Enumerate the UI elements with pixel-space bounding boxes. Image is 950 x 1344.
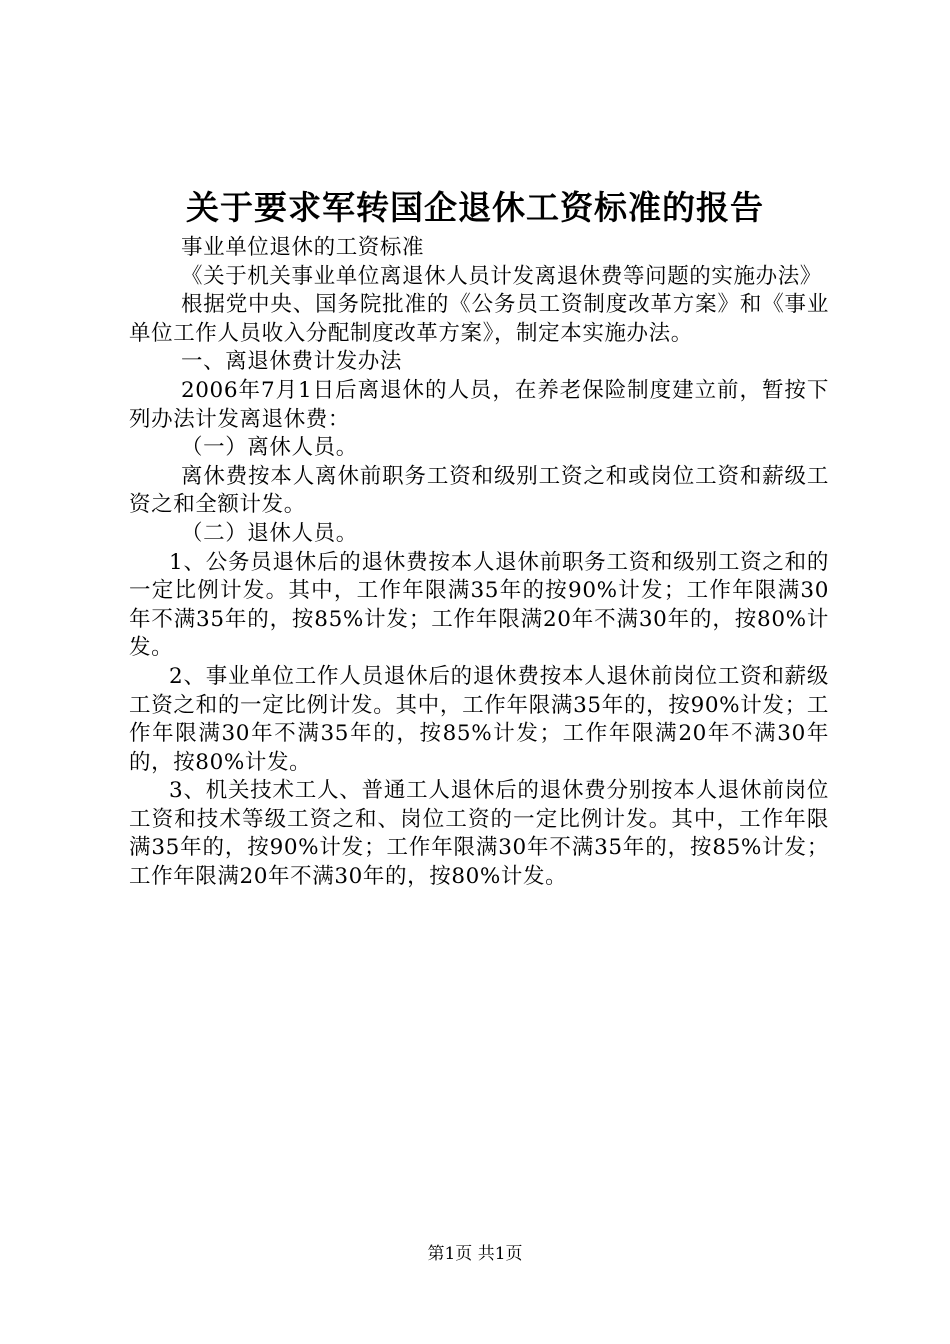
document-title: 关于要求军转国企退休工资标准的报告 <box>186 188 764 227</box>
paragraph-regulation-title: 《关于机关事业单位离退休人员计发离退休费等问题的实施办法》 <box>181 263 822 289</box>
paragraph-retired-cadres-rule: 离休费按本人离休前职务工资和级别工资之和或岗位工资和薪级工资之和全额计发。 <box>129 463 829 518</box>
paragraph-subtitle: 事业单位退休的工资标准 <box>181 235 425 260</box>
paragraph-section-heading: 一、离退休费计发办法 <box>181 349 403 375</box>
page-footer: 第1页 共1页 <box>427 1244 523 1264</box>
paragraph-interim-method: 2006年7月1日后离退休的人员，在养老保险制度建立前，暂按下列办法计发离退休费： <box>129 377 829 432</box>
document-body <box>129 234 829 892</box>
paragraph-civil-servants-rule: 1、公务员退休后的退休费按本人退休前职务工资和级别工资之和的一定比例计发。其中，工作年限满35年的按90%计发；工作年限满30年不满35年的，按85%计发；工作年限满20年不满30年的，按80%计发。 <box>129 549 829 661</box>
paragraph-subheading-retirees: （二）退休人员。 <box>181 520 358 546</box>
paragraph-institution-staff-rule: 2、事业单位工作人员退休后的退休费按本人退休前岗位工资和薪级工资之和的一定比例计发。其中，工作年限满35年的，按90%计发；工作年限满30年不满35年的，按85%计发；工作年限满20年不满30年的，按80%计发。 <box>129 663 829 775</box>
paragraph-subheading-retired-cadres: （一）离休人员。 <box>181 435 358 461</box>
paragraph-basis: 根据党中央、国务院批准的《公务员工资制度改革方案》和《事业单位工作人员收入分配制度改革方案》，制定本实施办法。 <box>129 292 829 346</box>
paragraph-workers-rule: 3、机关技术工人、普通工人退休后的退休费分别按本人退休前岗位工资和技术等级工资之和、岗位工资的一定比例计发。其中，工作年限满35年的，按90%计发；工作年限满30年不满35年的，按85%计发；工作年限满20年不满30年的，按80%计发。 <box>129 778 829 890</box>
